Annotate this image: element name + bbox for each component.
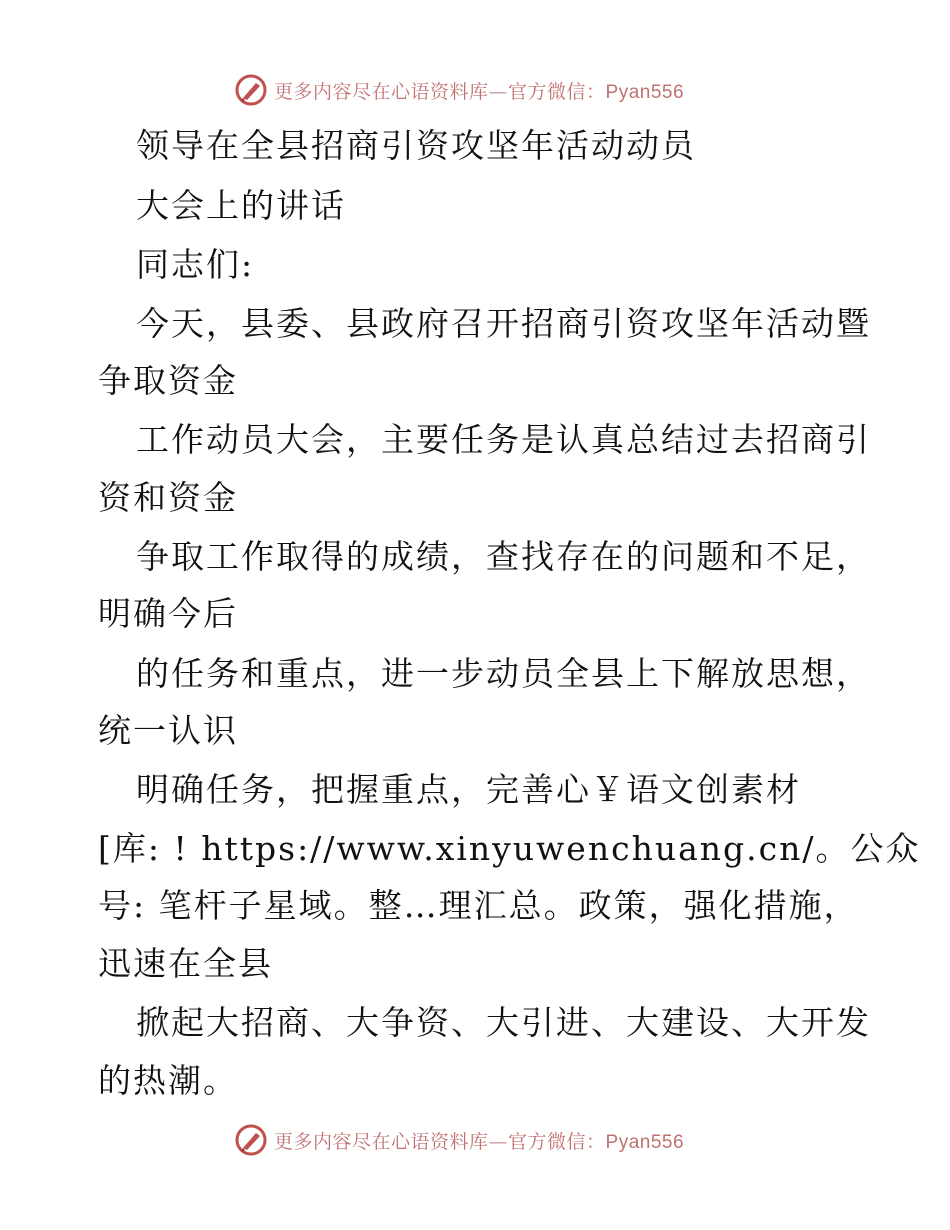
watermark-dash: — xyxy=(488,1130,509,1153)
paragraph-line: 明确今后 xyxy=(98,594,238,633)
title-line-1: 领导在全县招商引资攻坚年活动动员 xyxy=(136,126,696,165)
title-line-2: 大会上的讲话 xyxy=(136,186,346,225)
paragraph-line: 争取工作取得的成绩，查找存在的问题和不足， xyxy=(136,537,871,576)
paragraph-line: 争取资金 xyxy=(98,361,238,400)
paragraph-line: 迅速在全县 xyxy=(98,944,273,983)
watermark-main: 更多内容尽在心语资料库 xyxy=(274,1130,489,1153)
paragraph-line: [库: ! https://www.xinyuwenchuang.cn/。公众 xyxy=(98,829,921,868)
watermark-wechat-id: Pyan556 xyxy=(605,81,685,103)
watermark-official: 官方微信： xyxy=(508,80,606,103)
paragraph-line: 号: 笔杆子星域。整…理汇总。政策，强化措施， xyxy=(98,886,859,925)
watermark-wechat-id: Pyan556 xyxy=(605,1131,685,1153)
watermark-official: 官方微信： xyxy=(508,1130,606,1153)
paragraph-line: 今天，县委、县政府召开招商引资攻坚年活动暨 xyxy=(136,304,871,343)
paragraph-line: 掀起大招商、大争资、大引进、大建设、大开发 xyxy=(136,1003,871,1042)
paragraph-line: 统一认识 xyxy=(98,711,238,750)
salutation: 同志们: xyxy=(136,245,255,284)
footer-watermark xyxy=(234,1122,684,1158)
watermark-text xyxy=(274,1127,684,1154)
paragraph-line: 资和资金 xyxy=(98,478,238,517)
paragraph-line: 工作动员大会，主要任务是认真总结过去招商引 xyxy=(136,420,871,459)
paragraph-line: 明确任务，把握重点，完善心￥语文创素材 xyxy=(136,770,801,809)
paragraph-line: 的任务和重点，进一步动员全县上下解放思想， xyxy=(136,654,871,693)
watermark-dash: — xyxy=(488,80,509,103)
watermark-main: 更多内容尽在心语资料库 xyxy=(274,80,489,103)
pen-logo-icon xyxy=(234,1123,268,1157)
paragraph-line: 的热潮。 xyxy=(98,1061,238,1100)
